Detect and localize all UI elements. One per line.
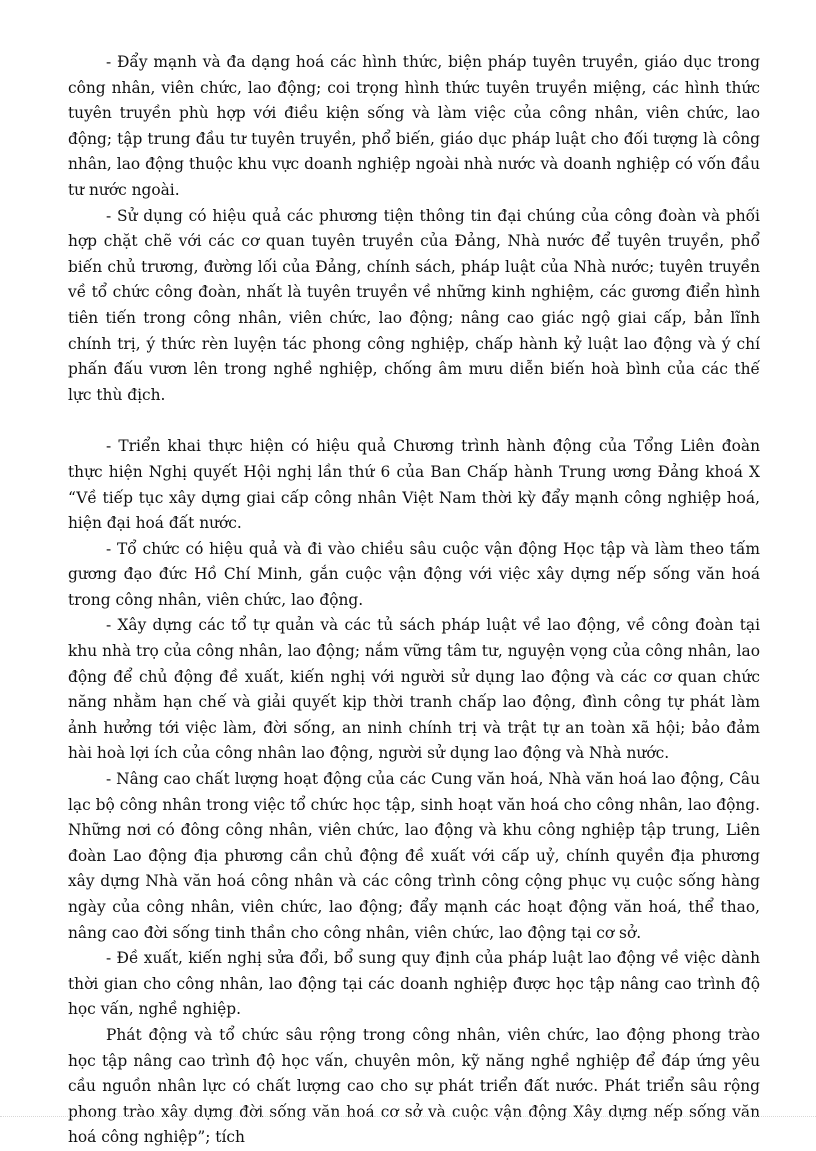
paragraph-action-program: - Triển khai thực hiện có hiệu quả Chương trình hành động của Tổng Liên đoàn thực hiện Nghị quyết Hội nghị lần thứ 6 của Ban Chấp hành Trung ương Đảng khoá X “Về tiếp tục xây dựng giai cấp công nhân Việt Nam thời kỳ đẩy mạnh công nghiệp hoá, hiện đại hoá đất nước. xyxy=(68,437,760,533)
paragraph-learning-movement: Phát động và tổ chức sâu rộng trong công nhân, viên chức, lao động phong trào học tập nâng cao trình độ học vấn, chuyên môn, kỹ năng nghề nghiệp để đáp ứng yêu cầu nguồn nhân lực có chất lượng cao cho sự phát triển đất nước. Phát triển sâu rộng phong trào xây dựng đời sống văn hoá cơ sở và cuộc vận động Xây dựng nếp sống văn hoá công nghiệp”; tích xyxy=(68,1025,760,1147)
page-bottom-rule xyxy=(0,1116,816,1117)
paragraph-law-amendment: - Đề xuất, kiến nghị sửa đổi, bổ sung quy định của pháp luật lao động về việc dành thời gian cho công nhân, lao động tại các doanh nghiệp được học tập nâng cao trình độ học vấn, nghề nghiệp. xyxy=(68,949,760,1019)
document-page xyxy=(68,50,760,1151)
paragraph-propaganda-forms: - Đẩy mạnh và đa dạng hoá các hình thức, biện pháp tuyên truyền, giáo dục trong công nhân, viên chức, lao động; coi trọng hình thức tuyên truyền miệng, các hình thức tuyên truyền phù hợp với điều kiện sống và làm việc của công nhân, viên chức, lao động; tập trung đầu tư tuyên truyền, phổ biến, giáo dục pháp luật cho đối tượng là công nhân, lao động thuộc khu vực doanh nghiệp ngoài nhà nước và doanh nghiệp có vốn đầu tư nước ngoài. xyxy=(68,53,760,199)
paragraph-self-management-groups: - Xây dựng các tổ tự quản và các tủ sách pháp luật về lao động, về công đoàn tại khu nhà trọ của công nhân, lao động; nắm vững tâm tư, nguyện vọng của công nhân, lao động để chủ động đề xuất, kiến nghị với người sử dụng lao động và các cơ quan chức năng nhằm hạn chế và giải quyết kịp thời tranh chấp lao động, đình công tự phát làm ảnh hưởng tới việc làm, đời sống, an ninh chính trị và trật tự an toàn xã hội; bảo đảm hài hoà lợi ích của công nhân lao động, người sử dụng lao động và Nhà nước. xyxy=(68,616,760,763)
paragraph-gap xyxy=(68,408,760,434)
paragraph-mass-media: - Sử dụng có hiệu quả các phương tiện thông tin đại chúng của công đoàn và phối hợp chặt chẽ với các cơ quan tuyên truyền của Đảng, Nhà nước để tuyên truyền, phổ biến chủ trương, đường lối của Đảng, chính sách, pháp luật của Nhà nước; tuyên truyền về tổ chức công đoàn, nhất là tuyên truyền về những kinh nghiệm, các gương điển hình tiên tiến trong công nhân, viên chức, lao động; nâng cao giác ngộ giai cấp, bản lĩnh chính trị, ý thức rèn luyện tác phong công nghiệp, chấp hành kỷ luật lao động và ý chí phấn đấu vươn lên trong nghề nghiệp, chống âm mưu diễn biến hoà bình của các thế lực thù địch. xyxy=(68,206,760,404)
paragraph-ho-chi-minh-campaign: - Tổ chức có hiệu quả và đi vào chiều sâu cuộc vận động Học tập và làm theo tấm gương đạo đức Hồ Chí Minh, gắn cuộc vận động với việc xây dựng nếp sống văn hoá trong công nhân, viên chức, lao động. xyxy=(68,539,760,609)
paragraph-cultural-houses: - Nâng cao chất lượng hoạt động của các Cung văn hoá, Nhà văn hoá lao động, Câu lạc bộ công nhân trong việc tổ chức học tập, sinh hoạt văn hoá cho công nhân, lao động. Những nơi có đông công nhân, viên chức, lao động và khu công nghiệp tập trung, Liên đoàn Lao động địa phương cần chủ động đề xuất với cấp uỷ, chính quyền địa phương xây dựng Nhà văn hoá công nhân và các công trình công cộng phục vụ cuộc sống hàng ngày của công nhân, viên chức, lao động; đẩy mạnh các hoạt động văn hoá, thể thao, nâng cao đời sống tinh thần cho công nhân, viên chức, lao động tại cơ sở. xyxy=(68,770,760,942)
